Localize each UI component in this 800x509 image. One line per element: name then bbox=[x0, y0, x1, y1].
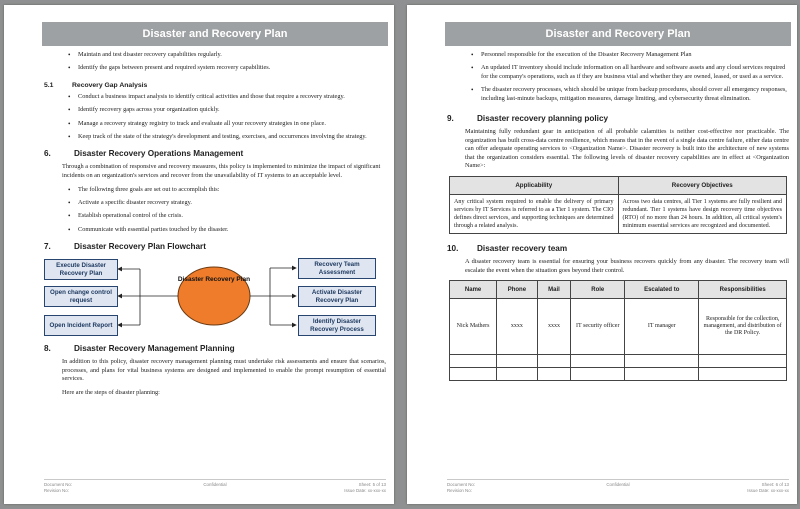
table-cell bbox=[450, 368, 497, 381]
flow-box-identify-disaster-recovery-process: Identify Disaster Recovery Process bbox=[298, 315, 376, 336]
table-row bbox=[450, 368, 787, 381]
table-cell-role: IT security officer bbox=[571, 299, 625, 355]
bullet-item: • Identify recovery gaps across your organization quickly. bbox=[44, 106, 386, 114]
table-cell bbox=[625, 355, 699, 368]
table-cell-name: Nick Mathers bbox=[450, 299, 497, 355]
section-title: Disaster Recovery Management Planning bbox=[74, 344, 235, 354]
section-heading-6 bbox=[44, 149, 386, 158]
flow-box-open-change-control-request: Open change control request bbox=[44, 286, 118, 307]
footer-sheet: Sheet: 5 of 13 bbox=[358, 482, 386, 487]
table-header-mail: Mail bbox=[537, 281, 571, 299]
table-cell bbox=[699, 355, 787, 368]
table-header-responsibilities: Responsibilities bbox=[699, 281, 787, 299]
table-cell bbox=[537, 368, 571, 381]
bullet-item: • Establish operational control of the crisis. bbox=[44, 212, 386, 220]
bullet-item: • The following three goals are set out to accomplish this: bbox=[44, 186, 386, 194]
recovery-team-table bbox=[449, 280, 787, 381]
flowchart-center-label: Disaster Recovery Plan bbox=[177, 276, 251, 284]
bullet-item: • Conduct a business impact analysis to identify critical activities and those that require a recovery strategy. bbox=[44, 93, 386, 101]
section-title: Recovery Gap Analysis bbox=[72, 81, 148, 89]
document-page-6 bbox=[407, 5, 797, 504]
bullet-item: • Personnel responsible for the execution of the Disaster Recovery Management Plan bbox=[447, 51, 789, 59]
footer-revision-no: Revision No: bbox=[44, 487, 69, 493]
table-cell bbox=[497, 355, 537, 368]
footer-issue-date: Issue Date: xx-xxx-xx bbox=[344, 487, 386, 493]
table-cell: Any critical system required to enable the delivery of primary services by IT Services is referred to as a Tier 1 system. The CIO defines direct services, and supporting techniques are determined through a related analysis. bbox=[450, 195, 619, 234]
section-title: Disaster recovery planning policy bbox=[477, 114, 609, 124]
footer-right bbox=[747, 482, 789, 494]
page-header: Disaster and Recovery Plan bbox=[445, 22, 791, 46]
footer-confidential: Confidential bbox=[606, 482, 630, 487]
section-paragraph: Through a combination of responsive and recovery measures, this policy is implemented to minimize the impact of significant incidents on an organization's services and recover from the unavailability of IT systems to an acceptable level. bbox=[62, 163, 381, 180]
bullet-item: • Keep track of the state of the strategy's development and testing, exercises, and occurrences involving the strategy. bbox=[44, 133, 386, 141]
page-footer bbox=[44, 479, 386, 493]
section-paragraph: In addition to this policy, disaster recovery management planning must undertake risk assessments and ensure that scenarios, processes, and plans for vital business systems are designed and implemented to enable the prompt resumption of essential services. bbox=[62, 358, 386, 383]
section-title: Disaster recovery team bbox=[477, 244, 568, 253]
table-cell bbox=[699, 368, 787, 381]
flow-box-execute-disaster-recovery-plan: Execute Disaster Recovery Plan bbox=[44, 259, 118, 280]
bullet-item: • Identify the gaps between present and required system recovery capabilities. bbox=[44, 64, 386, 72]
page-footer bbox=[447, 479, 789, 493]
table-cell bbox=[571, 355, 625, 368]
section-heading-5-1 bbox=[44, 82, 386, 89]
table-header-row bbox=[450, 281, 787, 299]
table-cell: Across two data centres, all Tier 1 systems are fully resilient and redundant. Tier 1 systems have design recovery time objectives (RTO) of no more than 24 hours. In addition, all critical system's minimum essential services are recognized and documented. bbox=[618, 195, 787, 234]
section-number: 9. bbox=[447, 114, 454, 124]
table-header-escalated-to: Escalated to bbox=[625, 281, 699, 299]
table-header-role: Role bbox=[571, 281, 625, 299]
table-cell-mail: xxxx bbox=[537, 299, 571, 355]
table-cell-escalated-to: IT manager bbox=[625, 299, 699, 355]
section-heading-10 bbox=[447, 244, 789, 253]
section-title: Disaster Recovery Plan Flowchart bbox=[74, 242, 206, 252]
document-page-5 bbox=[4, 5, 394, 504]
section-number: 7. bbox=[44, 242, 51, 252]
page-header: Disaster and Recovery Plan bbox=[42, 22, 388, 46]
table-cell bbox=[625, 368, 699, 381]
page-content bbox=[44, 51, 386, 403]
section-heading-8 bbox=[44, 344, 386, 353]
section-heading-9 bbox=[447, 114, 789, 123]
table-row bbox=[450, 355, 787, 368]
section-number: 10. bbox=[447, 244, 459, 253]
bullet-item: • Manage a recovery strategy registry to track and evaluate all your recovery strategies in one place. bbox=[44, 120, 386, 128]
bullet-item: • Communicate with essential parties touched by the disaster. bbox=[44, 226, 386, 234]
table-header-name: Name bbox=[450, 281, 497, 299]
footer-document-no: Document No: bbox=[44, 482, 73, 487]
footer-revision-no: Revision No: bbox=[447, 487, 472, 493]
table-cell bbox=[497, 368, 537, 381]
footer-document-no: Document No: bbox=[447, 482, 476, 487]
page-content bbox=[447, 51, 789, 381]
section-title: Disaster Recovery Operations Management bbox=[74, 149, 244, 159]
table-header-applicability: Applicability bbox=[450, 177, 619, 195]
flow-box-recovery-team-assessment: Recovery Team Assessment bbox=[298, 258, 376, 279]
table-cell bbox=[450, 355, 497, 368]
section-number: 6. bbox=[44, 149, 51, 159]
section-paragraph: Here are the steps of disaster planning: bbox=[62, 389, 160, 397]
table-header-row bbox=[450, 177, 787, 195]
flow-box-open-incident-report: Open Incident Report bbox=[44, 315, 118, 336]
flow-box-activate-disaster-recovery-plan: Activate Disaster Recovery Plan bbox=[298, 286, 376, 307]
footer-confidential: Confidential bbox=[203, 482, 227, 487]
table-row bbox=[450, 195, 787, 234]
section-heading-7 bbox=[44, 242, 386, 251]
footer-issue-date: Issue Date: xx-xxx-xx bbox=[747, 487, 789, 493]
bullet-item: • An updated IT inventory should include information on all hardware and software assets and any cloud services required for the company's operations, such as if they are business vital and whether they are owned, leased, or used as a service. bbox=[447, 64, 789, 81]
table-cell-phone: xxxx bbox=[497, 299, 537, 355]
table-row bbox=[450, 299, 787, 355]
bullet-item: • The disaster recovery processes, which should be unique from backup procedures, should cover all emergency responses, including last-minute backups, mitigation measures, damage limiting, and cybersecurity threat elimination. bbox=[447, 86, 789, 103]
table-cell bbox=[571, 368, 625, 381]
table-header-recovery-objectives: Recovery Objectives bbox=[618, 177, 787, 195]
table-cell bbox=[537, 355, 571, 368]
flowchart bbox=[44, 256, 386, 340]
section-paragraph: Maintaining fully redundant gear in anticipation of all probable calamities is neither cost-effective nor practicable. The organization has built cross-data centre resilience, which means that in the event of a single data centre failure, either data centre can offer adequate operating services to <Organization Name>. Disaster recovery is built into the architecture of new systems that the organization considers essential. The following levels of disaster recovery capabilities are in effect at <Organization Name>: bbox=[465, 128, 789, 170]
section-number: 8. bbox=[44, 344, 51, 354]
section-number: 5.1 bbox=[44, 81, 54, 89]
table-header-phone: Phone bbox=[497, 281, 537, 299]
footer-right bbox=[344, 482, 386, 494]
bullet-item: • Maintain and test disaster recovery capabilities regularly. bbox=[44, 51, 386, 59]
table-cell-responsibilities: Responsible for the collection, management, and distribution of the DR Policy. bbox=[699, 299, 787, 355]
section-paragraph: A disaster recovery team is essential for ensuring your business recovers quickly from any disaster. The recovery team will escalate the event when the situation goes beyond their control. bbox=[465, 258, 789, 274]
footer-sheet: Sheet: 6 of 13 bbox=[761, 482, 789, 487]
bullet-item: • Activate a specific disaster recovery strategy. bbox=[44, 199, 386, 207]
recovery-levels-table bbox=[449, 176, 787, 234]
